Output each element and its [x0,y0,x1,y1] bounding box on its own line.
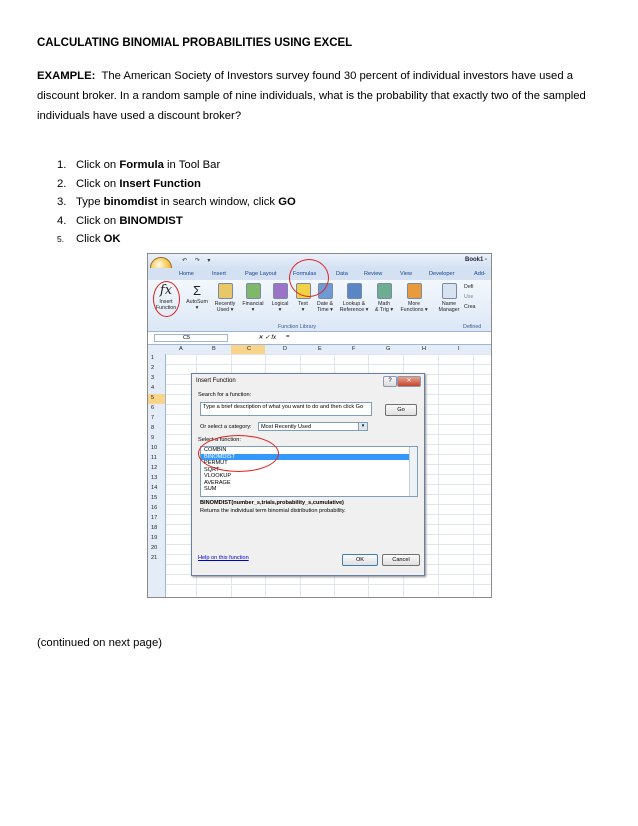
name-manager-button[interactable]: Name Manager [436,283,462,313]
sigma-icon: Σ [192,283,202,298]
list-item[interactable]: BINOMDIST [201,454,417,461]
step-text: Click on Formula in Tool Bar [76,159,221,171]
help-link[interactable]: Help on this function [198,555,249,561]
dialog-title: Insert Function [196,378,236,384]
row-header[interactable]: 19 [151,535,158,541]
step-number: 4. [57,214,67,227]
math-trig-button[interactable]: Math & Trig ▾ [372,283,396,313]
row-header[interactable]: 4 [151,385,155,391]
step-number: 1. [57,159,67,171]
step-item [57,156,296,175]
quick-access-toolbar[interactable]: ↶ ↷ ▾ [182,258,214,264]
example-label: EXAMPLE: [37,70,96,82]
date-time-button[interactable]: Date & Time ▾ [314,283,336,313]
grid-line [438,354,439,597]
ok-button[interactable]: OK [342,554,378,566]
formula-bar [148,332,491,345]
list-item[interactable]: AVERAGE [204,479,231,486]
row-header[interactable]: 12 [151,465,158,471]
close-icon[interactable]: ✕ [397,376,421,387]
row-header[interactable]: 1 [151,355,155,361]
tab-formulas[interactable]: Formulas [293,271,317,277]
step-text: Type binomdist in search window, click GO [76,196,296,208]
row-header[interactable]: 17 [151,515,158,521]
column-header[interactable]: C [247,346,252,352]
list-item[interactable]: SUM [204,486,217,492]
continued-note: (continued on next page) [37,637,162,649]
fx-icon: fx [159,283,173,298]
tab-data[interactable]: Data [336,271,348,277]
search-input[interactable]: Type a brief description of what you want to do and then click Go [200,402,372,416]
step-item [57,212,296,231]
step-item [57,230,296,249]
annotation-circle [198,435,279,472]
recently-used-button[interactable]: Recently Used ▾ [212,283,238,313]
formula-input[interactable]: = [286,334,290,340]
function-signature: BINOMDIST(number_s,trials,probability_s,cumulative) [200,500,344,506]
step-item [57,193,296,212]
row-header[interactable]: 10 [151,445,158,451]
row-header[interactable]: 3 [151,375,155,381]
name-tag-icon [442,283,457,299]
column-header[interactable]: A [179,346,183,352]
help-icon[interactable]: ? [383,376,397,387]
defined-names-label: Defined [463,324,482,330]
function-library-label: Function Library [278,324,316,330]
book-icon [273,283,288,299]
example-paragraph [37,66,602,126]
create-from-selection-button[interactable]: Crea [464,304,476,310]
grid-line [473,354,474,597]
column-header[interactable]: E [318,346,322,352]
row-header[interactable]: 11 [151,455,157,461]
function-description: Returns the individual term binomial distribution probability. [200,508,346,514]
row-header[interactable]: 8 [151,425,155,431]
grid-line [166,364,491,365]
tab-view[interactable]: View [400,271,413,277]
row-header[interactable]: 5 [151,395,155,401]
row-header[interactable]: 20 [151,545,158,551]
step-text: Click on Insert Function [76,177,201,190]
row-header[interactable]: 2 [151,365,155,371]
financial-button[interactable]: Financial ▾ [240,283,266,313]
tab-add-ins[interactable]: Add- [474,271,486,277]
list-item[interactable]: VLOOKUP [204,473,232,479]
document-title: CALCULATING BINOMIAL PROBABILITIES USING EXCEL [37,37,353,49]
more-functions-button[interactable]: More Functions ▾ [398,283,430,313]
column-header[interactable]: I [458,346,460,352]
column-header[interactable]: B [212,346,216,352]
step-item [57,175,296,194]
insert-function-dialog [191,373,425,576]
logical-button[interactable]: Logical ▾ [268,283,292,313]
annotation-circle [153,281,180,317]
row-header[interactable]: 13 [151,475,158,481]
list-item[interactable]: PERMUT [204,460,228,466]
tab-insert[interactable]: Insert [212,271,226,277]
use-in-formula-button[interactable]: Use [464,294,474,300]
text-button[interactable]: Text ▾ [294,283,312,313]
tab-page-layout[interactable]: Page Layout [245,271,277,277]
list-scrollbar[interactable] [409,447,417,496]
row-headers [148,354,166,597]
fx-icon[interactable]: ✕ ✓ fx [258,335,277,341]
grid-line [166,354,491,355]
example-text: The American Society of Investors survey found 30 percent of individual investors have used a discount broker. In a random sample of nine individuals, what is the probability that exactly two of the sampled individuals have used a discount broker? [37,70,586,122]
row-header[interactable]: 18 [151,525,158,531]
list-item[interactable]: COMBIN [204,447,227,453]
step-number: 3. [57,196,67,208]
step-number: 5. [57,234,65,244]
instruction-list [57,156,296,249]
insert-function-button[interactable]: fx Insert Function [152,283,180,311]
step-text: Click on BINOMDIST [76,214,183,227]
tab-home[interactable]: Home [179,271,194,277]
grid-line [166,584,491,585]
workbook-title: Book1 - [464,257,487,263]
chevron-down-icon: ▾ [358,423,367,430]
tab-developer[interactable]: Developer [429,271,455,277]
row-header[interactable]: 15 [151,495,158,501]
book-icon [347,283,362,299]
autosum-button[interactable]: Σ AutoSum ▾ [184,283,210,311]
step-text: Click OK [76,233,121,245]
step-number: 2. [57,177,67,190]
excel-screenshot [147,253,492,598]
search-label: Search for a function: [198,392,252,398]
list-item[interactable]: SQRT [204,466,220,473]
book-icon [377,283,392,299]
annotation-circle [289,259,329,297]
book-icon [246,283,261,299]
row-header[interactable]: 14 [151,485,158,491]
define-name-button[interactable]: Defi [464,284,474,290]
category-select[interactable]: Most Recently Used ▾ [258,422,368,431]
row-header[interactable]: 21 [151,555,158,561]
row-header[interactable]: 9 [151,435,155,441]
book-icon [218,283,233,299]
column-header[interactable]: H [422,346,427,352]
select-function-label: Select a function: [198,437,241,443]
book-icon [407,283,422,299]
column-header[interactable]: G [386,346,391,352]
lookup-reference-button[interactable]: Lookup & Reference ▾ [338,283,370,313]
category-label: Or select a category: [200,424,252,430]
name-box[interactable]: C5 [154,334,228,342]
row-header[interactable]: 7 [151,415,155,421]
row-header[interactable]: 16 [151,505,158,511]
tab-review[interactable]: Review [364,271,383,277]
column-header[interactable]: D [283,346,288,352]
column-header[interactable]: F [352,346,356,352]
cancel-button[interactable]: Cancel [382,554,420,566]
row-header[interactable]: 6 [151,405,155,411]
go-button[interactable]: Go [385,404,417,416]
